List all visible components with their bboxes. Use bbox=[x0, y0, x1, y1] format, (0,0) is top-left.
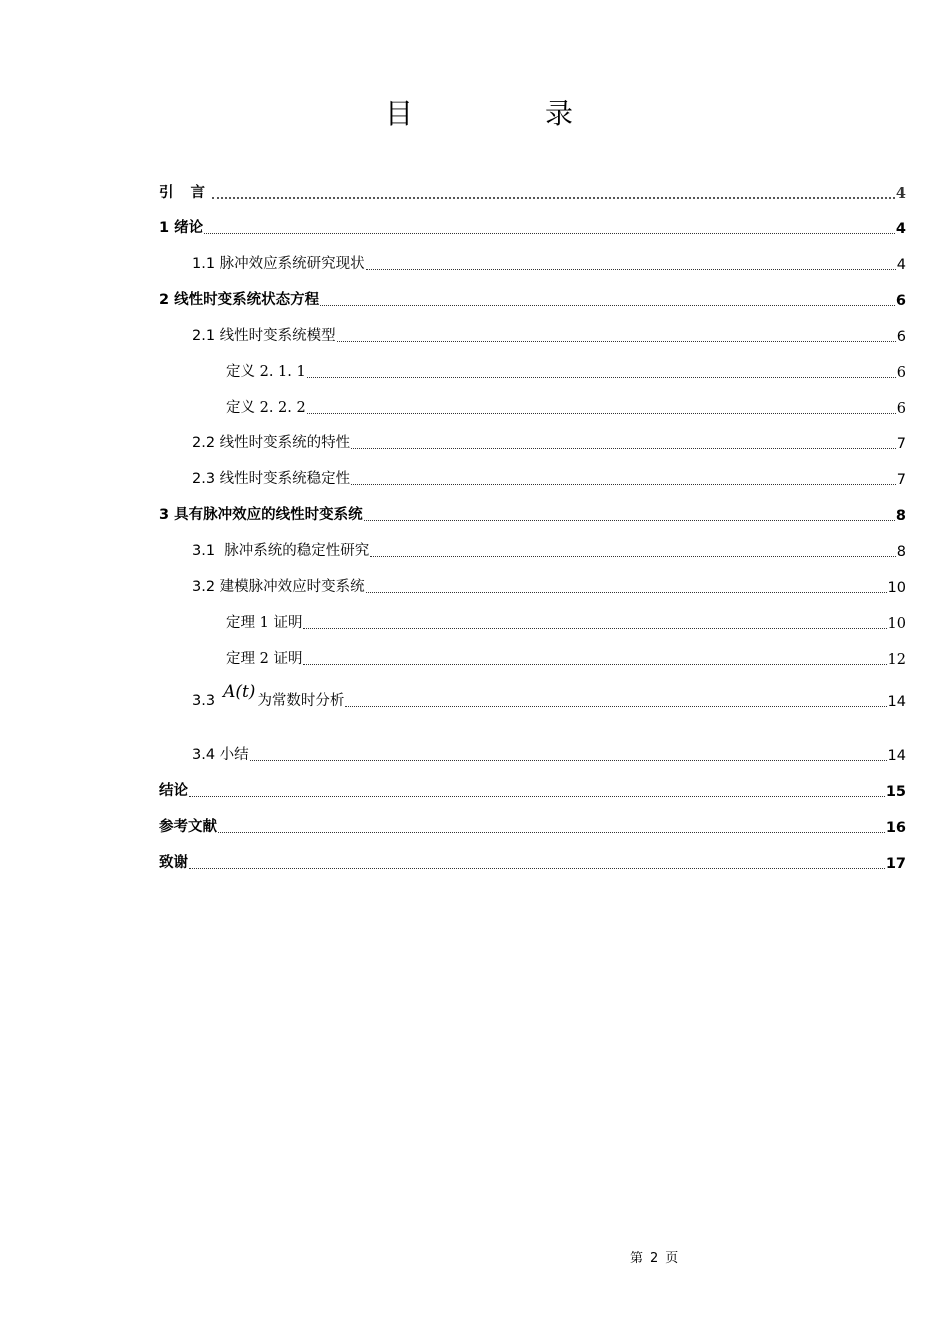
toc-page-number: 14 bbox=[887, 748, 906, 764]
toc-leader-dots bbox=[366, 574, 887, 593]
toc-entry-label: 1.1 脉冲效应系统研究现状 bbox=[192, 256, 365, 272]
toc-entry-chapter-2[interactable] bbox=[159, 287, 906, 309]
toc-page-number: 6 bbox=[896, 329, 906, 345]
footer-prefix: 第 bbox=[630, 1251, 644, 1266]
toc-page-number: 8 bbox=[895, 508, 906, 524]
toc-leader-dots bbox=[303, 646, 886, 665]
toc-leader-dots bbox=[250, 742, 887, 761]
toc-entry-label: 定理 2 证明 bbox=[226, 651, 303, 667]
toc-entry-definition-2-1-1[interactable] bbox=[226, 359, 906, 381]
toc-entry-label: 参考文献 bbox=[159, 819, 217, 835]
toc-entry-label: 结论 bbox=[159, 783, 188, 799]
section-number: 3.3 bbox=[192, 693, 216, 709]
toc-entry-introduction[interactable] bbox=[159, 180, 906, 202]
toc-page-number: 7 bbox=[896, 472, 906, 488]
toc-entry-label: 定义 2. 1. 1 bbox=[226, 364, 306, 380]
toc-leader-dots bbox=[307, 395, 896, 414]
toc-entry-section-3-2[interactable] bbox=[192, 574, 906, 596]
toc-leader-dots bbox=[345, 688, 886, 707]
toc-entry-acknowledgements[interactable] bbox=[159, 850, 906, 872]
toc-entry-label: 3.2 建模脉冲效应时变系统 bbox=[192, 579, 365, 595]
toc-leader-dots bbox=[337, 323, 896, 342]
toc-page-number: 12 bbox=[887, 652, 906, 668]
toc-entry-conclusion[interactable] bbox=[159, 778, 906, 800]
toc-entry-label bbox=[192, 682, 345, 710]
toc-leader-dots bbox=[218, 814, 885, 833]
toc-leader-dots bbox=[189, 778, 885, 797]
toc-leader-dots bbox=[212, 179, 895, 199]
toc-title: 目 录 bbox=[384, 97, 625, 130]
toc-leader-dots bbox=[364, 502, 895, 521]
toc-leader-dots bbox=[320, 287, 895, 306]
toc-entry-definition-2-2-2[interactable] bbox=[226, 395, 906, 417]
toc-leader-dots bbox=[366, 251, 896, 270]
toc-page-number: 7 bbox=[896, 436, 906, 452]
toc-page-number: 4 bbox=[895, 185, 906, 202]
toc-page-number: 14 bbox=[887, 694, 906, 710]
toc-entry-chapter-1[interactable] bbox=[159, 215, 906, 237]
toc-entry-section-1-1[interactable] bbox=[192, 251, 906, 273]
toc-page-number: 8 bbox=[896, 544, 906, 560]
toc-entry-theorem-2-proof[interactable] bbox=[226, 646, 906, 668]
toc-entry-label: 2 线性时变系统状态方程 bbox=[159, 292, 320, 308]
toc-leader-dots bbox=[351, 466, 896, 485]
toc-entry-label: 2.1 线性时变系统模型 bbox=[192, 328, 336, 344]
toc-page-number: 17 bbox=[885, 856, 906, 872]
toc-entry-section-3-4[interactable] bbox=[192, 742, 906, 764]
toc-entry-label: 引 言 bbox=[159, 185, 212, 201]
toc-leader-dots bbox=[370, 538, 895, 557]
toc-entry-section-2-1[interactable] bbox=[192, 323, 906, 345]
toc-entry-label: 3.1 脉冲系统的稳定性研究 bbox=[192, 543, 370, 559]
toc-entry-label: 定义 2. 2. 2 bbox=[226, 400, 306, 416]
footer-suffix: 页 bbox=[665, 1251, 679, 1266]
toc-page-number: 4 bbox=[896, 257, 906, 273]
math-formula-a-of-t: A(t) bbox=[223, 682, 256, 702]
toc-entry-label: 3.4 小结 bbox=[192, 747, 249, 763]
toc-page-number: 6 bbox=[896, 365, 906, 381]
toc-entry-label: 2.3 线性时变系统稳定性 bbox=[192, 471, 351, 487]
toc-entry-label: 2.2 线性时变系统的特性 bbox=[192, 435, 351, 451]
section-title-text: 为常数时分析 bbox=[257, 693, 345, 709]
toc-entry-section-3-1[interactable] bbox=[192, 538, 906, 560]
toc-entry-section-3-3[interactable] bbox=[192, 682, 906, 710]
toc-entry-section-2-3[interactable] bbox=[192, 466, 906, 488]
toc-entry-chapter-3[interactable] bbox=[159, 502, 906, 524]
toc-leader-dots bbox=[307, 359, 896, 378]
toc-page-number: 10 bbox=[887, 580, 906, 596]
toc-page-number: 6 bbox=[896, 401, 906, 417]
toc-page-number: 10 bbox=[887, 616, 906, 632]
toc-entry-section-2-2[interactable] bbox=[192, 430, 906, 452]
toc-leader-dots bbox=[303, 610, 886, 629]
toc-entry-references[interactable] bbox=[159, 814, 906, 836]
toc-leader-dots bbox=[351, 430, 896, 449]
toc-page-number: 6 bbox=[895, 293, 906, 309]
toc-page-number: 16 bbox=[885, 820, 906, 836]
toc-entry-label: 1 绪论 bbox=[159, 220, 204, 236]
toc-entry-label: 定理 1 证明 bbox=[226, 615, 303, 631]
toc-page-number: 15 bbox=[885, 784, 906, 800]
footer-page-number: 2 bbox=[650, 1251, 659, 1266]
toc-page-number: 4 bbox=[895, 221, 906, 237]
toc-entry-label: 致谢 bbox=[159, 855, 188, 871]
toc-entry-label: 3 具有脉冲效应的线性时变系统 bbox=[159, 507, 363, 523]
toc-leader-dots bbox=[204, 215, 895, 234]
toc-entry-theorem-1-proof[interactable] bbox=[226, 610, 906, 632]
toc-leader-dots bbox=[189, 850, 885, 869]
page-footer bbox=[630, 1247, 678, 1266]
